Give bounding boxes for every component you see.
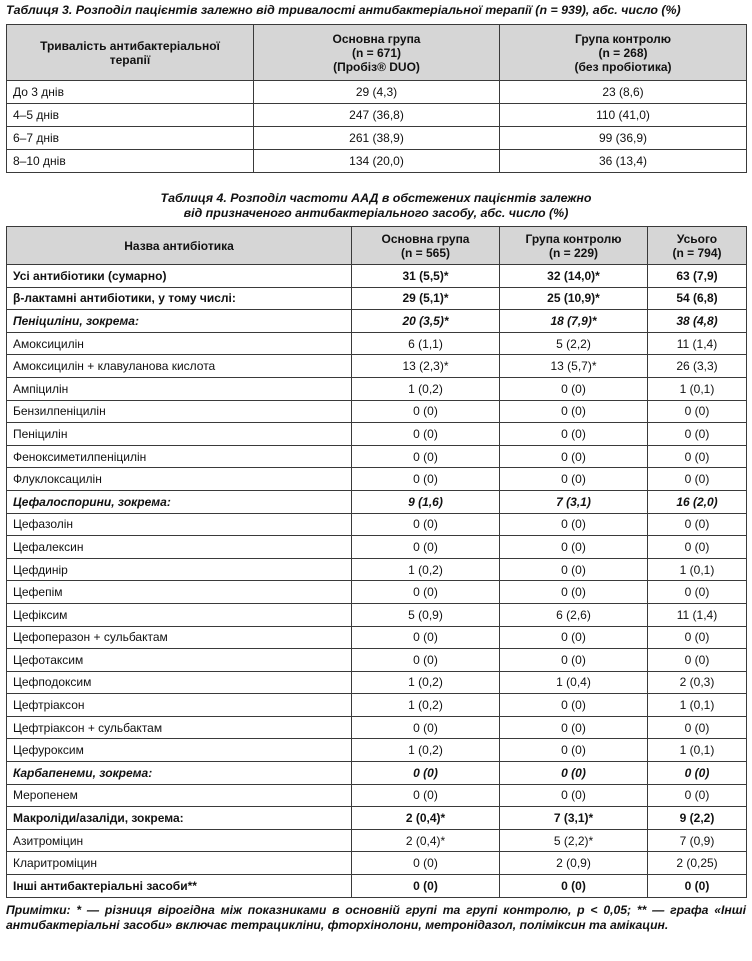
- antibiotic-name: Цефподоксим: [7, 671, 352, 694]
- table-row: [7, 649, 747, 672]
- header-line: (n = 794): [672, 245, 722, 260]
- header-line: Основна група: [381, 231, 470, 246]
- control-group-value: 1 (0,4): [500, 671, 648, 694]
- antibiotic-name: Ампіцилін: [7, 377, 352, 400]
- main-group-value: 29 (5,1)*: [352, 287, 500, 310]
- main-group-value: 5 (0,9): [352, 603, 500, 626]
- antibiotic-name: Пеніциліни, зокрема:: [7, 310, 352, 333]
- antibiotic-name: Цефепім: [7, 581, 352, 604]
- table-row: [7, 694, 747, 717]
- row-label: 6–7 днів: [7, 127, 254, 150]
- header-line: Група контролю: [525, 231, 622, 246]
- table-row: [7, 265, 747, 288]
- table-row: [7, 81, 747, 104]
- main-group-value: 0 (0): [352, 852, 500, 875]
- table-row: [7, 287, 747, 310]
- control-group-value: 0 (0): [500, 739, 648, 762]
- table-row: [7, 671, 747, 694]
- table4-caption: [0, 191, 752, 221]
- antibiotic-name: Цефазолін: [7, 513, 352, 536]
- table-row: [7, 739, 747, 762]
- table4: [6, 226, 747, 898]
- header-line: (n = 671): [351, 45, 402, 60]
- control-group-value: 99 (36,9): [500, 127, 747, 150]
- antibiotic-name: β-лактамні антибіотики, у тому числі:: [7, 287, 352, 310]
- main-group-value: 31 (5,5)*: [352, 265, 500, 288]
- total-value: 7 (0,9): [648, 829, 747, 852]
- antibiotic-name: Цефуроксим: [7, 739, 352, 762]
- table-row: [7, 513, 747, 536]
- header-line: Усього: [676, 231, 718, 246]
- total-value: 0 (0): [648, 536, 747, 559]
- control-group-value: 0 (0): [500, 649, 648, 672]
- total-value: 0 (0): [648, 400, 747, 423]
- total-value: 0 (0): [648, 626, 747, 649]
- total-value: 0 (0): [648, 468, 747, 491]
- table3-header-control-group: [500, 25, 747, 81]
- table-row: [7, 807, 747, 830]
- total-value: 11 (1,4): [648, 603, 747, 626]
- table3-header-duration: Тривалість антибактеріальної терапії: [7, 25, 254, 81]
- table4-header-main-group: [352, 227, 500, 265]
- control-group-value: 0 (0): [500, 784, 648, 807]
- header-line: Основна група: [332, 31, 421, 46]
- main-group-value: 247 (36,8): [254, 104, 500, 127]
- antibiotic-name: Пеніцилін: [7, 423, 352, 446]
- table4-header-total: [648, 227, 747, 265]
- main-group-value: 0 (0): [352, 400, 500, 423]
- table-row: [7, 852, 747, 875]
- antibiotic-name: Інші антибактеріальні засоби**: [7, 875, 352, 898]
- header-line: (Пробіз® DUO): [333, 59, 420, 74]
- control-group-value: 23 (8,6): [500, 81, 747, 104]
- total-value: 2 (0,3): [648, 671, 747, 694]
- antibiotic-name: Меропенем: [7, 784, 352, 807]
- table-row: [7, 829, 747, 852]
- control-group-value: 0 (0): [500, 445, 648, 468]
- total-value: 0 (0): [648, 784, 747, 807]
- total-value: 0 (0): [648, 445, 747, 468]
- table-row: [7, 127, 747, 150]
- table-row: [7, 150, 747, 173]
- header-line: (n = 229): [548, 245, 599, 260]
- total-value: 38 (4,8): [648, 310, 747, 333]
- table3-header-row: [7, 25, 747, 81]
- total-value: 2 (0,25): [648, 852, 747, 875]
- antibiotic-name: Цефалоспорини, зокрема:: [7, 490, 352, 513]
- control-group-value: 0 (0): [500, 536, 648, 559]
- header-line: (n = 268): [598, 45, 648, 60]
- main-group-value: 0 (0): [352, 513, 500, 536]
- control-group-value: 110 (41,0): [500, 104, 747, 127]
- antibiotic-name: Феноксиметилпеніцилін: [7, 445, 352, 468]
- antibiotic-name: Цефдинір: [7, 558, 352, 581]
- table-row: [7, 558, 747, 581]
- main-group-value: 0 (0): [352, 626, 500, 649]
- total-value: 1 (0,1): [648, 377, 747, 400]
- table-row: [7, 468, 747, 491]
- table-row: [7, 626, 747, 649]
- total-value: 0 (0): [648, 716, 747, 739]
- control-group-value: 5 (2,2)*: [500, 829, 648, 852]
- total-value: 0 (0): [648, 423, 747, 446]
- main-group-value: 0 (0): [352, 536, 500, 559]
- table3-header-main-group: [254, 25, 500, 81]
- header-line: (без пробіотика): [574, 59, 672, 74]
- antibiotic-name: Азитроміцин: [7, 829, 352, 852]
- antibiotic-name: Цефотаксим: [7, 649, 352, 672]
- total-value: 16 (2,0): [648, 490, 747, 513]
- total-value: 9 (2,2): [648, 807, 747, 830]
- main-group-value: 9 (1,6): [352, 490, 500, 513]
- table-row: [7, 377, 747, 400]
- table4-caption-line: Таблиця 4. Розподіл частоти ААД в обстежених пацієнтів залежно: [160, 191, 592, 205]
- main-group-value: 20 (3,5)*: [352, 310, 500, 333]
- table4-header-row: [7, 227, 747, 265]
- total-value: 0 (0): [648, 581, 747, 604]
- main-group-value: 0 (0): [352, 423, 500, 446]
- table-row: [7, 784, 747, 807]
- table3: [6, 24, 747, 173]
- main-group-value: 1 (0,2): [352, 694, 500, 717]
- antibiotic-name: Кларитроміцин: [7, 852, 352, 875]
- main-group-value: 0 (0): [352, 649, 500, 672]
- total-value: 1 (0,1): [648, 558, 747, 581]
- table-row: [7, 332, 747, 355]
- table3-caption: Таблиця 3. Розподіл пацієнтів залежно від тривалості антибактеріальної терапії (n = 939), абс. число (%): [6, 3, 681, 17]
- antibiotic-name: Цефтріаксон: [7, 694, 352, 717]
- control-group-value: 18 (7,9)*: [500, 310, 648, 333]
- control-group-value: 7 (3,1): [500, 490, 648, 513]
- control-group-value: 36 (13,4): [500, 150, 747, 173]
- antibiotic-name: Усі антибіотики (сумарно): [7, 265, 352, 288]
- control-group-value: 0 (0): [500, 400, 648, 423]
- main-group-value: 1 (0,2): [352, 671, 500, 694]
- header-line: (n = 565): [400, 245, 451, 260]
- control-group-value: 13 (5,7)*: [500, 355, 648, 378]
- antibiotic-name: Цефтріаксон + сульбактам: [7, 716, 352, 739]
- table4-header-control-group: [500, 227, 648, 265]
- total-value: 26 (3,3): [648, 355, 747, 378]
- antibiotic-name: Цефоперазон + сульбактам: [7, 626, 352, 649]
- row-label: До 3 днів: [7, 81, 254, 104]
- antibiotic-name: Цефалексин: [7, 536, 352, 559]
- table-row: [7, 104, 747, 127]
- header-line: Група контролю: [575, 31, 671, 46]
- main-group-value: 0 (0): [352, 762, 500, 785]
- row-label: 8–10 днів: [7, 150, 254, 173]
- table-row: [7, 445, 747, 468]
- table-row: [7, 875, 747, 898]
- main-group-value: 134 (20,0): [254, 150, 500, 173]
- table-row: [7, 603, 747, 626]
- control-group-value: 0 (0): [500, 513, 648, 536]
- control-group-value: 0 (0): [500, 762, 648, 785]
- main-group-value: 1 (0,2): [352, 739, 500, 762]
- control-group-value: 7 (3,1)*: [500, 807, 648, 830]
- table-row: [7, 310, 747, 333]
- main-group-value: 0 (0): [352, 468, 500, 491]
- control-group-value: 2 (0,9): [500, 852, 648, 875]
- total-value: 1 (0,1): [648, 694, 747, 717]
- antibiotic-name: Цефіксим: [7, 603, 352, 626]
- main-group-value: 0 (0): [352, 581, 500, 604]
- antibiotic-name: Флуклоксацилін: [7, 468, 352, 491]
- control-group-value: 0 (0): [500, 468, 648, 491]
- control-group-value: 0 (0): [500, 626, 648, 649]
- antibiotic-name: Амоксицилін + клавуланова кислота: [7, 355, 352, 378]
- control-group-value: 0 (0): [500, 558, 648, 581]
- table-row: [7, 490, 747, 513]
- table-row: [7, 355, 747, 378]
- main-group-value: 1 (0,2): [352, 558, 500, 581]
- main-group-value: 0 (0): [352, 784, 500, 807]
- row-label: 4–5 днів: [7, 104, 254, 127]
- table-row: [7, 536, 747, 559]
- total-value: 11 (1,4): [648, 332, 747, 355]
- main-group-value: 0 (0): [352, 716, 500, 739]
- main-group-value: 13 (2,3)*: [352, 355, 500, 378]
- table-row: [7, 762, 747, 785]
- control-group-value: 25 (10,9)*: [500, 287, 648, 310]
- table-row: [7, 716, 747, 739]
- main-group-value: 261 (38,9): [254, 127, 500, 150]
- control-group-value: 32 (14,0)*: [500, 265, 648, 288]
- control-group-value: 5 (2,2): [500, 332, 648, 355]
- total-value: 0 (0): [648, 762, 747, 785]
- footnotes: Примітки: * — різниця вірогідна між показниками в основній групі та групі контролю, p < 0,05; ** — графа «Інші антибактеріальні засоби» включає тетрацикліни, фторхінолони, метронідазол, поліміксин та амікацин.: [6, 903, 746, 932]
- table4-caption-line: від призначеного антибактеріального засобу, абс. число (%): [183, 206, 569, 220]
- table-row: [7, 400, 747, 423]
- total-value: 0 (0): [648, 513, 747, 536]
- total-value: 0 (0): [648, 875, 747, 898]
- total-value: 63 (7,9): [648, 265, 747, 288]
- antibiotic-name: Бензилпеніцилін: [7, 400, 352, 423]
- table-row: [7, 581, 747, 604]
- total-value: 54 (6,8): [648, 287, 747, 310]
- control-group-value: 0 (0): [500, 423, 648, 446]
- main-group-value: 29 (4,3): [254, 81, 500, 104]
- main-group-value: 2 (0,4)*: [352, 807, 500, 830]
- total-value: 0 (0): [648, 649, 747, 672]
- main-group-value: 6 (1,1): [352, 332, 500, 355]
- main-group-value: 0 (0): [352, 875, 500, 898]
- antibiotic-name: Амоксицилін: [7, 332, 352, 355]
- main-group-value: 1 (0,2): [352, 377, 500, 400]
- control-group-value: 0 (0): [500, 694, 648, 717]
- main-group-value: 0 (0): [352, 445, 500, 468]
- table4-header-antibiotic: Назва антибіотика: [7, 227, 352, 265]
- antibiotic-name: Макроліди/азаліди, зокрема:: [7, 807, 352, 830]
- main-group-value: 2 (0,4)*: [352, 829, 500, 852]
- table-row: [7, 423, 747, 446]
- antibiotic-name: Карбапенеми, зокрема:: [7, 762, 352, 785]
- control-group-value: 0 (0): [500, 581, 648, 604]
- total-value: 1 (0,1): [648, 739, 747, 762]
- control-group-value: 0 (0): [500, 875, 648, 898]
- control-group-value: 0 (0): [500, 377, 648, 400]
- control-group-value: 0 (0): [500, 716, 648, 739]
- control-group-value: 6 (2,6): [500, 603, 648, 626]
